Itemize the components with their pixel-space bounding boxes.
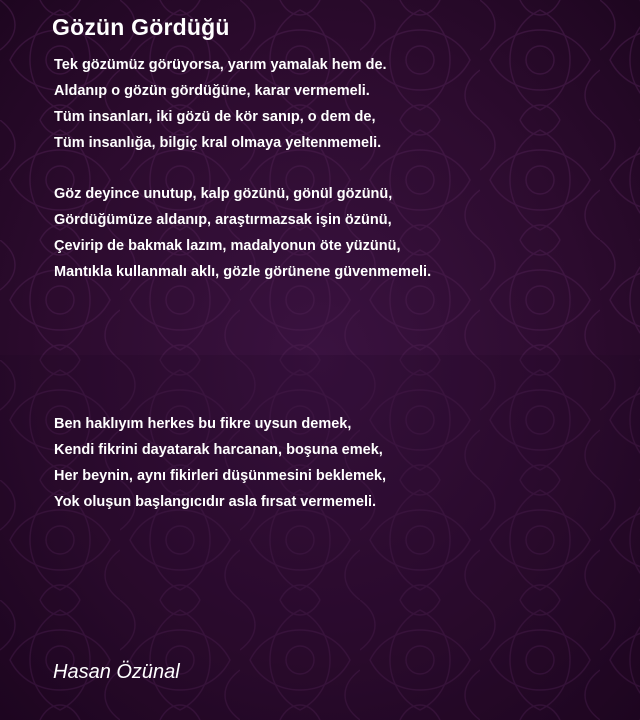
poem-line: Yok oluşun başlangıcıdır asla fırsat vermemeli. <box>54 494 377 510</box>
poem-title: Gözün Gördüğü <box>52 14 230 40</box>
poem-author: Hasan Özünal <box>53 661 180 683</box>
poem-line: Ben haklıyım herkes bu fikre uysun demek, <box>54 416 352 432</box>
poem-line: Çevirip de bakmak lazım, madalyonun öte yüzünü, <box>54 238 401 254</box>
stanza <box>54 52 387 156</box>
poem-line: Tüm insanları, iki gözü de kör sanıp, o dem de, <box>54 109 376 125</box>
stanza <box>54 411 386 515</box>
poem-line: Gördüğümüze aldanıp, araştırmazsak işin özünü, <box>54 212 392 228</box>
poem-line: Göz deyince unutup, kalp gözünü, gönül gözünü, <box>54 186 393 202</box>
poem-line: Tek gözümüz görüyorsa, yarım yamalak hem de. <box>54 57 387 73</box>
poem-line: Tüm insanlığa, bilgiç kral olmaya yeltenmemeli. <box>54 135 382 151</box>
poem-line: Kendi fikrini dayatarak harcanan, boşuna emek, <box>54 442 383 458</box>
poem-line: Mantıkla kullanmalı aklı, gözle görünene güvenmemeli. <box>54 264 432 280</box>
poem-line: Aldanıp o gözün gördüğüne, karar vermemeli. <box>54 83 370 99</box>
poem-line: Her beynin, aynı fikirleri düşünmesini beklemek, <box>54 468 387 484</box>
stanza <box>54 181 431 285</box>
